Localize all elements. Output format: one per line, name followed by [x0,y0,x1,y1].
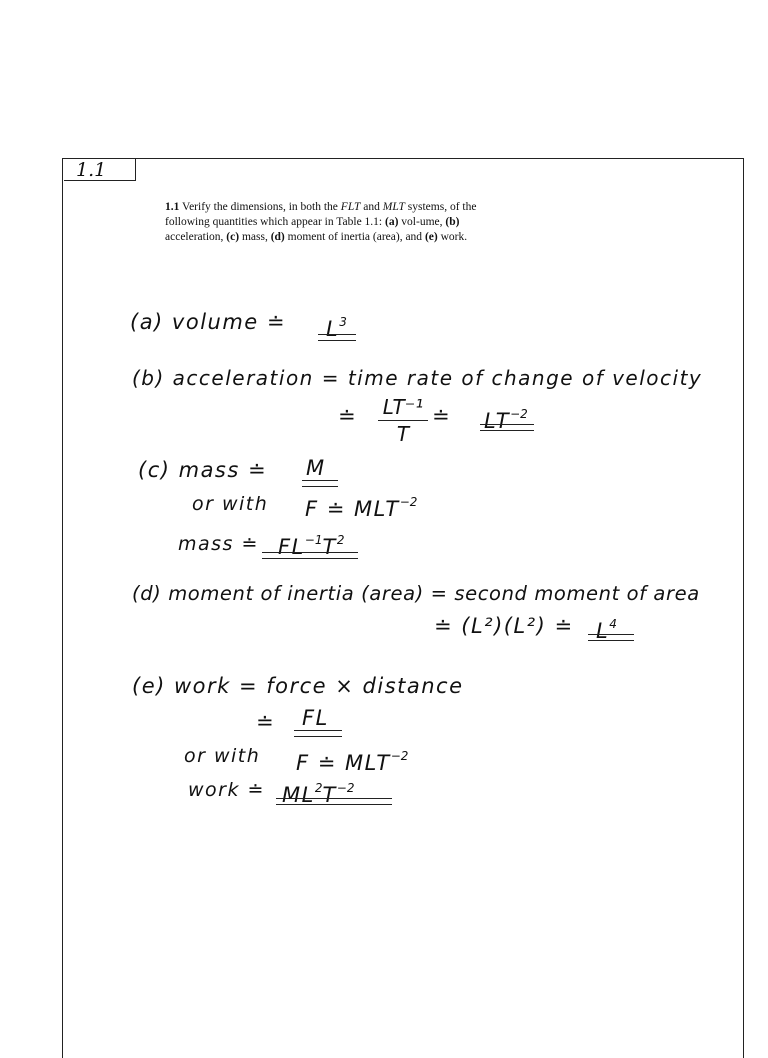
solution-c-or-with: or with [192,493,269,515]
part-d-text: moment of inertia (area), [287,231,403,243]
double-underline-d [588,634,634,641]
double-underline-e1 [294,730,342,737]
solution-b-eq1: ≐ [338,404,358,428]
solution-c-force: F ≐ $MLT^{-2}$ [305,495,418,521]
solution-c-mass-result: $FL^{-1}T^2$ [278,533,345,559]
double-underline-e2 [276,798,392,805]
part-e-text: work. [440,231,468,243]
part-a-text: vol-ume, [401,216,443,228]
solution-a-result: $L^3$ [326,315,347,341]
solution-d-line: (d) moment of inertia (area) = second moment of area [132,582,700,605]
solution-b-result: $LT^{-2}$ [484,407,528,433]
solution-c-result: M [306,456,326,480]
problem-text-and-2: and [405,231,423,243]
solution-d-eq: ≐ (L²)(L²) ≐ [434,614,574,638]
double-underline-a [318,334,356,341]
solution-c-mass-label: mass ≐ [178,533,259,555]
part-e-label: (e) [424,231,438,243]
solution-e-eq: ≐ [256,710,276,734]
part-a-label: (a) [385,216,399,228]
mlt-system: MLT [382,201,405,213]
solution-b-line: (b) acceleration = time rate of change of velocity [132,366,703,390]
fraction-denominator: T [396,422,410,446]
fraction-numerator: LT⁻¹ [382,395,424,419]
solution-b-fraction [378,395,428,446]
solution-a-line: (a) volume ≐ [130,310,286,334]
solution-d-result: $L^4$ [596,617,617,643]
double-underline-c2 [262,552,358,559]
part-b-text: acceleration, [165,231,224,243]
solution-e-force: F ≐ $MLT^{-2}$ [296,749,409,775]
problem-text-2: systems, of the following quantities which appear in Table 1.1: [165,201,477,228]
problem-number: 1.1 [165,201,180,213]
part-c-label: (c) [226,231,240,243]
solution-c-line: (c) mass ≐ [138,458,268,482]
solution-e-line: (e) work = force × distance [132,674,464,698]
part-b-label: (b) [445,216,460,228]
problem-text-1: Verify the dimensions, in both the [182,201,338,213]
problem-number-label: 1.1 [64,159,136,181]
solution-e-work-label: work ≐ [188,779,265,801]
problem-text-and: and [363,201,380,213]
flt-system: FLT [340,201,361,213]
double-underline-c1 [302,480,338,487]
double-underline-b [480,424,534,431]
problem-statement [165,200,497,245]
solution-e-result: FL [302,706,329,730]
solution-b-eq2: ≐ [432,404,452,428]
part-c-text: mass, [241,231,268,243]
fraction-bar [378,420,428,421]
part-d-label: (d) [270,231,285,243]
solution-e-or-with: or with [184,745,261,767]
solution-e-work-result: $ML^2T^{-2}$ [282,781,355,807]
page-frame [62,158,744,1058]
